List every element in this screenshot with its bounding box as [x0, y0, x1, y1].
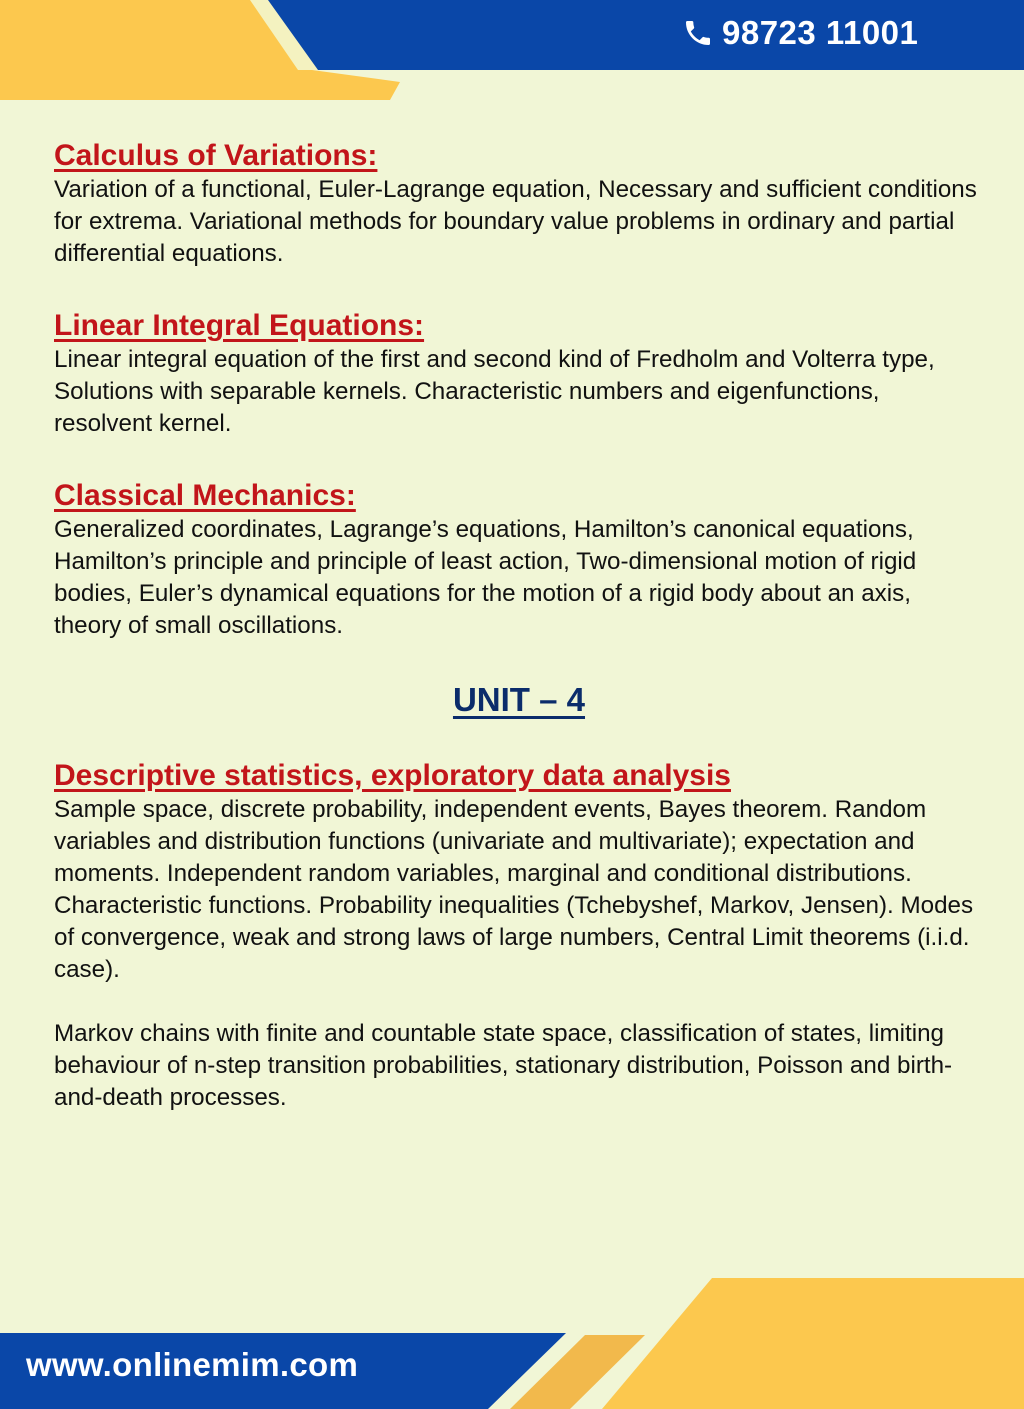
section-heading: Calculus of Variations:	[54, 139, 378, 172]
section-heading: Descriptive statistics, exploratory data analysis	[54, 759, 731, 792]
bottom-yellow-band	[602, 1278, 1024, 1409]
section-body: Linear integral equation of the first and second kind of Fredholm and Volterra type, Solutions with separable kernels. Characteristic numbers and eigenfunctions, resolvent kernel.	[54, 346, 935, 437]
website-link[interactable]: www.onlinemim.com	[26, 1346, 359, 1383]
section-descriptive-statistics	[54, 758, 984, 1114]
phone-contact[interactable]	[682, 12, 918, 54]
section-heading: Linear Integral Equations:	[54, 309, 425, 342]
section-body: Generalized coordinates, Lagrange’s equations, Hamilton’s canonical equations, Hamilton’s principle and principle of least action, Two-dimensional motion of rigid bodies, Euler’s dynamical equations for the motion of a rigid body about an axis, theory of small oscillations.	[54, 516, 917, 639]
section-linear-integral-equations	[54, 308, 984, 440]
section-calculus-of-variations	[54, 138, 984, 270]
section-body: Variation of a functional, Euler-Lagrange equation, Necessary and sufficient conditions for extrema. Variational methods for boundary value problems in ordinary and partial differential equations.	[54, 176, 977, 267]
phone-number: 98723 11001	[722, 14, 919, 51]
phone-icon	[682, 17, 714, 49]
syllabus-content	[54, 138, 984, 1152]
section-body-markov: Markov chains with finite and countable state space, classification of states, limiting behaviour of n-step transition probabilities, stationary distribution, Poisson and birth-and-death processes.	[54, 1020, 953, 1111]
section-classical-mechanics	[54, 478, 984, 642]
section-heading: Classical Mechanics:	[54, 479, 356, 512]
unit-title: UNIT – 4	[452, 681, 586, 718]
section-body: Sample space, discrete probability, independent events, Bayes theorem. Random variables and distribution functions (univariate and multivariate); expectation and moments. Independent random variables, marginal and conditional distributions. Characteristic functions. Probability inequalities (Tchebyshef, Markov, Jensen). Modes of convergence, weak and strong laws of large numbers, Central Limit theorems (i.i.d. case).	[54, 796, 974, 983]
